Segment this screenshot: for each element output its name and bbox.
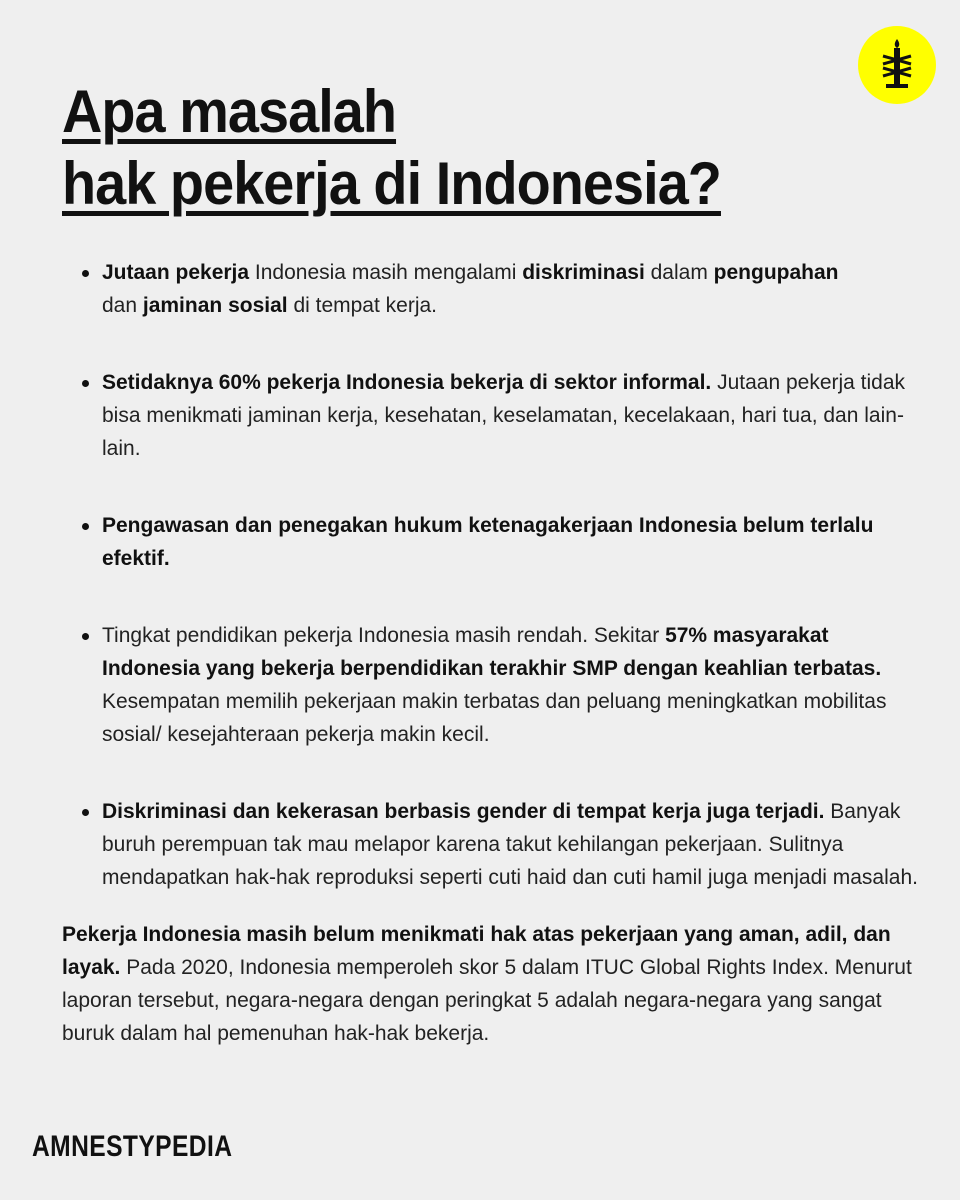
body-text: Indonesia masih mengalami: [249, 261, 523, 284]
bold-text: Pekerja Indonesia masih belum menikmati hak atas pekerjaan yang aman, adil, dan layak.: [62, 923, 891, 979]
body-text: Kesempatan memilih pekerjaan makin terbatas dan peluang meningkatkan mobilitas sosial/ kesejahteraan pekerja makin kecil.: [102, 690, 887, 746]
amnesty-logo: [858, 26, 936, 104]
title-line-2: hak pekerja di Indonesia?: [62, 150, 721, 217]
issues-list: [62, 256, 922, 894]
brand-wordmark: AMNESTYPEDIA: [32, 1130, 233, 1163]
bold-text: pengupahan: [713, 261, 839, 284]
bold-text: diskriminasi: [522, 261, 645, 284]
list-item: [62, 619, 922, 751]
closing-paragraph: [62, 918, 922, 1050]
body-text: dan: [102, 294, 143, 317]
list-item: [62, 795, 922, 894]
bold-text: jaminan sosial: [142, 294, 288, 317]
body-text: dalam: [644, 261, 714, 284]
list-item: [62, 509, 922, 575]
list-item: [62, 256, 922, 322]
body-text: Pada 2020, Indonesia memperoleh skor 5 dalam ITUC Global Rights Index. Menurut laporan tersebut, negara-negara dengan peringkat 5 adalah negara-negara yang sangat buruk dalam hal pemenuhan hak-hak bekerja.: [62, 956, 912, 1045]
page-title: [62, 76, 721, 220]
bold-text: Setidaknya 60% pekerja Indonesia bekerja di sektor informal.: [102, 371, 712, 394]
bold-text: Diskriminasi dan kekerasan berbasis gender di tempat kerja juga terjadi.: [102, 800, 825, 823]
bold-text: Jutaan pekerja: [102, 261, 250, 284]
body-text: Jutaan pekerja tidak bisa menikmati jaminan kerja, kesehatan, keselamatan, kecelakaan, hari tua, dan lain-lain.: [102, 371, 906, 460]
body-text: di tempat kerja.: [287, 294, 438, 317]
bold-text: 57% masyarakat Indonesia yang bekerja berpendidikan terakhir SMP dengan keahlian terbatas.: [102, 624, 882, 680]
body-text: Tingkat pendidikan pekerja Indonesia masih rendah. Sekitar: [102, 624, 666, 647]
title-line-1: Apa masalah: [62, 78, 397, 145]
body-text: Banyak buruh perempuan tak mau melapor karena takut kehilangan pekerjaan. Sulitnya mendapatkan hak-hak reproduksi seperti cuti haid dan cuti hamil juga menjadi masalah.: [102, 800, 918, 889]
list-item: [62, 366, 922, 465]
bold-text: Pengawasan dan penegakan hukum ketenagakerjaan Indonesia belum terlalu efektif.: [102, 514, 874, 570]
candle-barbed-wire-icon: [858, 26, 936, 104]
